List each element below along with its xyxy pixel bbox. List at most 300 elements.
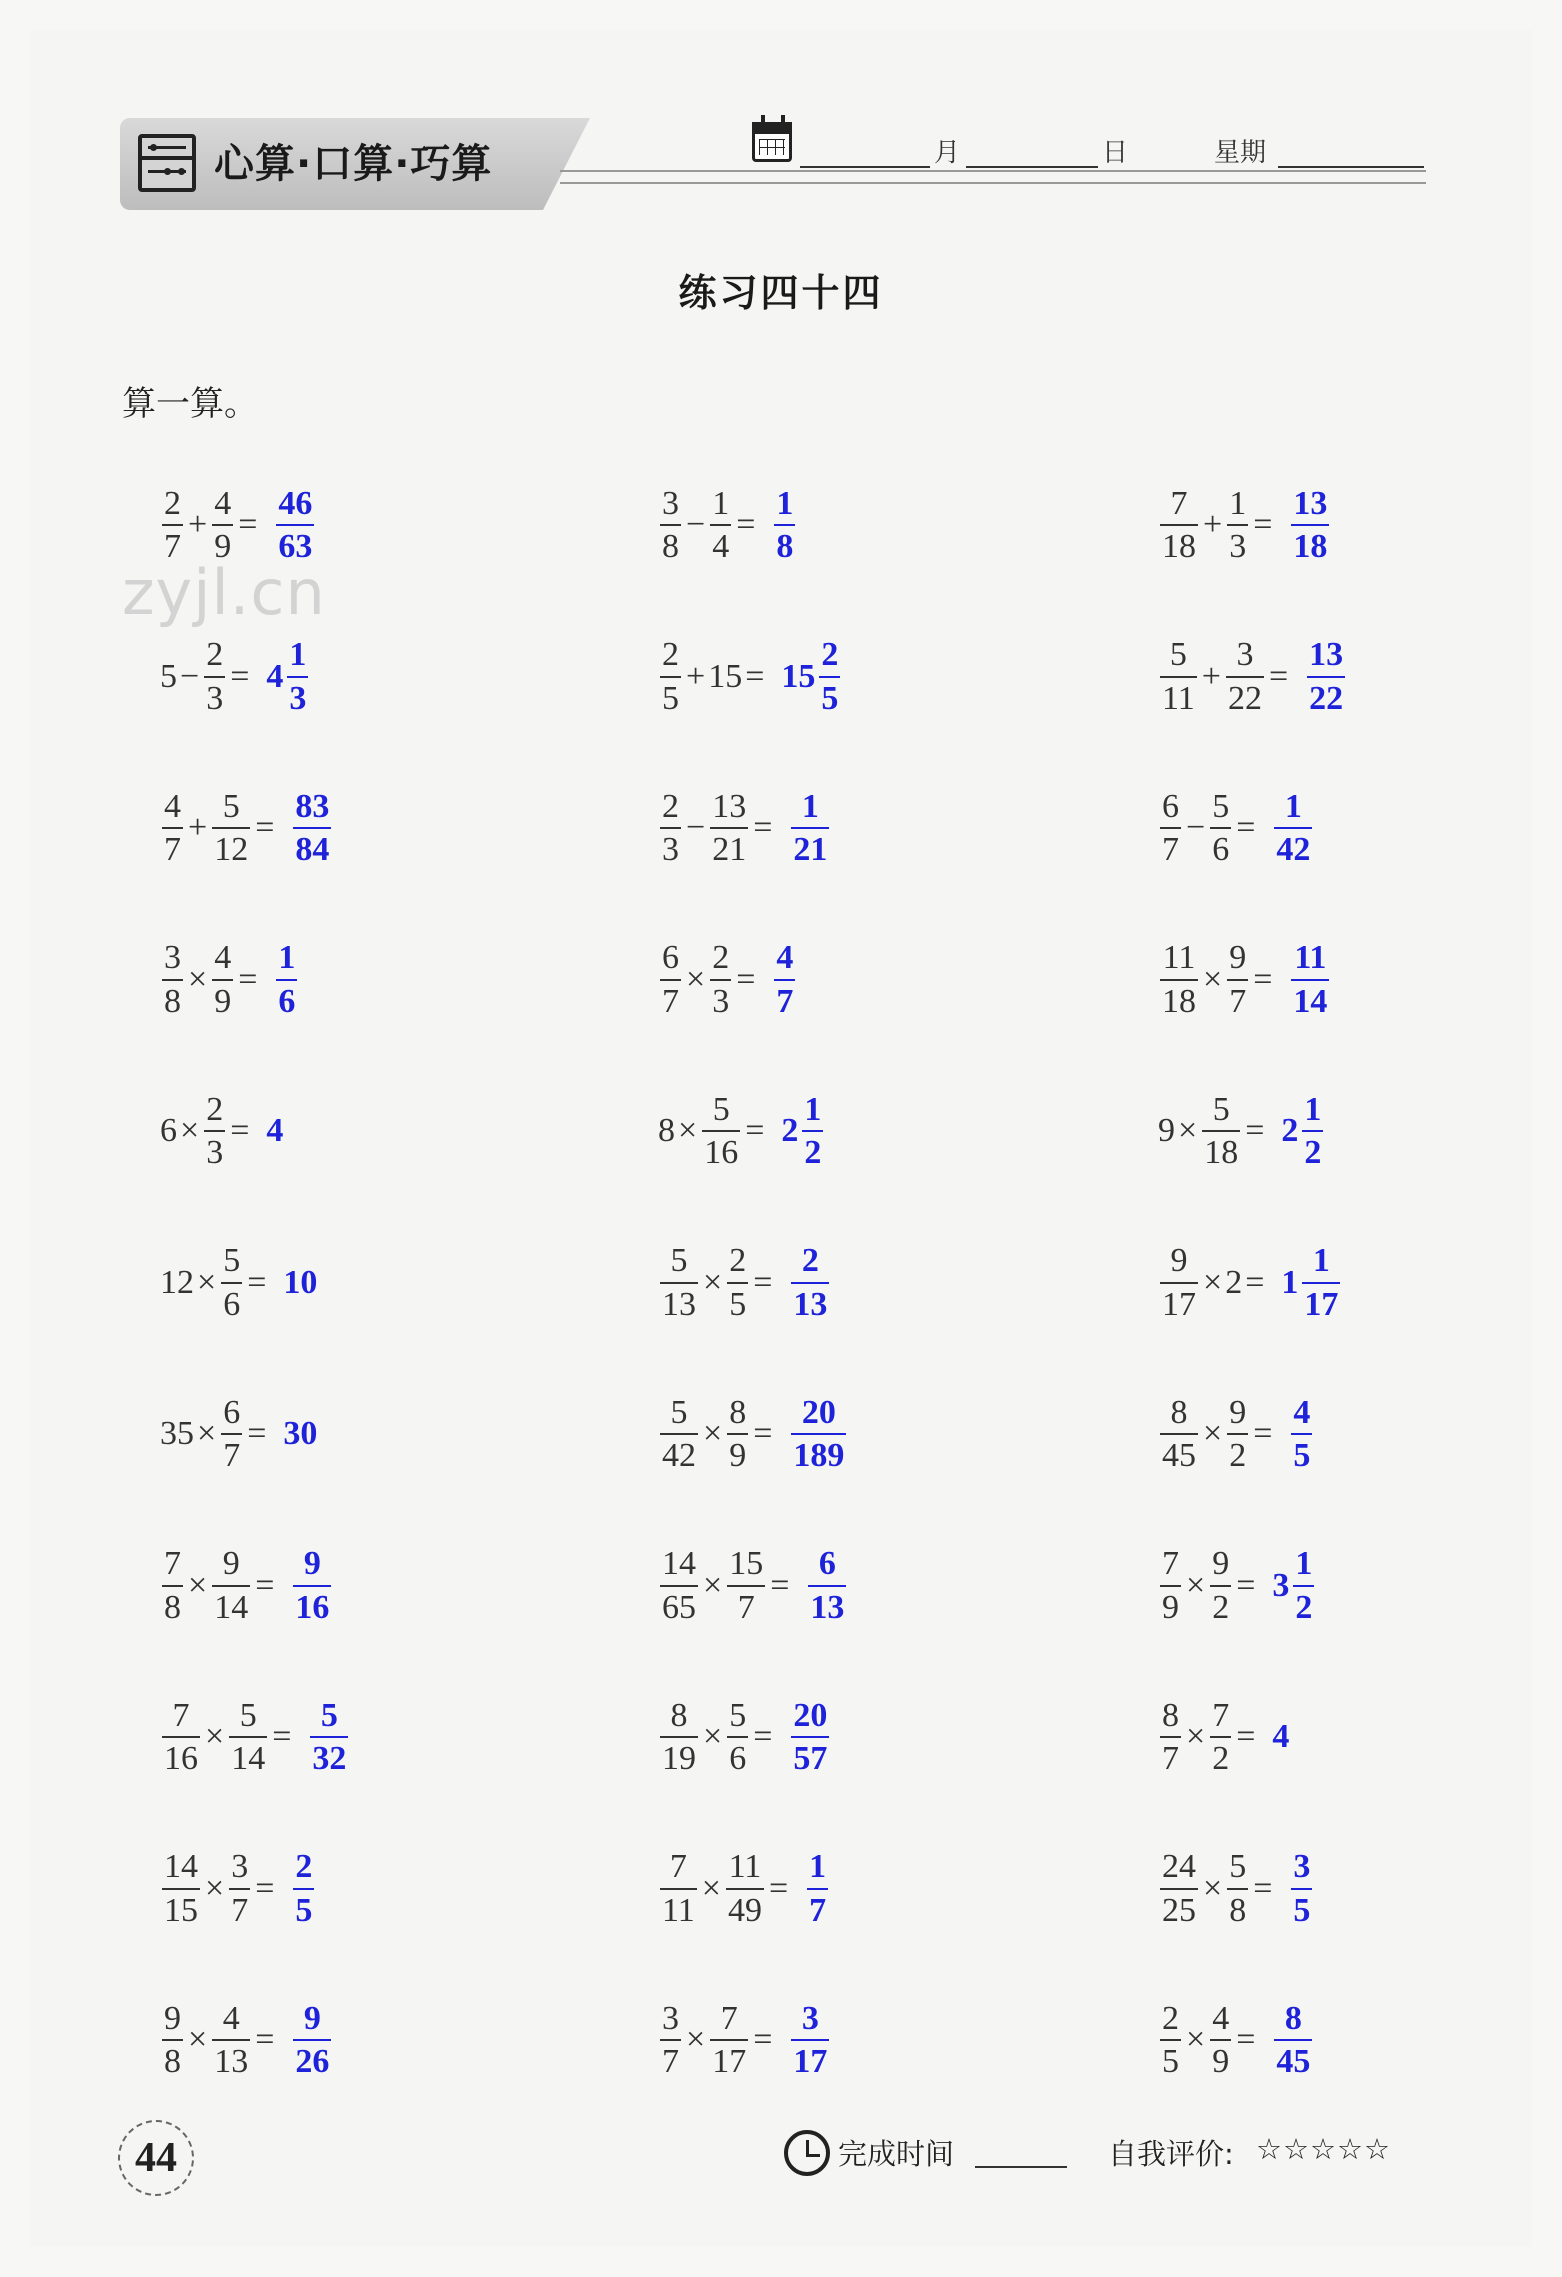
operator: ×	[686, 2021, 706, 2058]
fraction-bar	[660, 1736, 698, 1738]
header-rule	[560, 170, 1426, 184]
denominator: 2	[1295, 1588, 1313, 1626]
operand-fraction	[1202, 1091, 1240, 1172]
problem-item	[160, 925, 299, 1035]
fraction-bar	[1291, 979, 1329, 981]
fraction-bar	[791, 1433, 846, 1435]
numerator: 4	[1293, 1393, 1311, 1431]
denominator: 42	[1276, 831, 1311, 868]
operator: +	[188, 809, 208, 846]
answer	[772, 939, 797, 1020]
operator: ×	[1203, 1869, 1223, 1907]
answer-fraction	[1291, 1394, 1312, 1475]
numerator: 2	[801, 1242, 819, 1280]
answer-fraction	[1291, 939, 1329, 1020]
equals-sign: =	[238, 960, 258, 998]
operand-fraction	[710, 788, 748, 869]
equals-sign: =	[1268, 657, 1289, 695]
denominator: 5	[1293, 1891, 1311, 1929]
answer	[291, 2000, 333, 2081]
equals-sign: =	[1236, 2021, 1256, 2058]
watermark: zyjl.cn	[122, 556, 326, 629]
equals-sign: =	[768, 1869, 789, 1907]
fraction-bar	[660, 979, 681, 981]
fraction-bar	[727, 1433, 748, 1435]
answer-fraction	[1307, 636, 1345, 717]
fraction-bar	[293, 2039, 331, 2041]
denominator: 17	[793, 2043, 828, 2080]
answer	[789, 1697, 831, 1778]
answer-fraction	[1293, 1545, 1314, 1626]
numerator: 3	[662, 484, 679, 522]
operator: ×	[205, 1718, 225, 1755]
problem-item	[658, 925, 797, 1035]
answer-fraction	[791, 1394, 846, 1475]
denominator: 6	[278, 982, 296, 1020]
numerator: 4	[1212, 1999, 1230, 2037]
denominator: 9	[729, 1437, 747, 1474]
numerator: 14	[662, 1545, 696, 1583]
denominator: 8	[164, 1588, 181, 1626]
answer	[789, 1242, 831, 1323]
fraction-bar	[791, 1736, 829, 1738]
numerator: 7	[720, 1999, 738, 2037]
equals-sign: =	[753, 2021, 773, 2058]
fraction-bar	[791, 1282, 829, 1284]
operator: ×	[1186, 1718, 1206, 1755]
operator: +	[686, 657, 706, 695]
fraction-bar	[212, 2039, 250, 2041]
numerator: 1	[804, 1090, 822, 1128]
operand-fraction	[660, 485, 681, 566]
answer	[772, 485, 797, 566]
denominator: 6	[729, 1740, 747, 1777]
page-number: 44	[118, 2120, 194, 2196]
denominator: 8	[164, 2043, 181, 2080]
operand-fraction	[1210, 1545, 1231, 1626]
answer-whole: 4	[1272, 1718, 1290, 1755]
answer-fraction	[287, 636, 308, 717]
numerator: 9	[1170, 1242, 1188, 1280]
operator: ×	[703, 1263, 723, 1301]
denominator: 2	[1304, 1134, 1322, 1171]
denominator: 22	[1309, 679, 1344, 717]
problem-item	[658, 1379, 848, 1489]
operand-fraction	[726, 1848, 764, 1929]
fraction-bar	[791, 2039, 829, 2041]
operator: ×	[1203, 1415, 1223, 1452]
fraction-bar	[229, 1888, 250, 1890]
operand-fraction	[1160, 1545, 1181, 1626]
numerator: 7	[1162, 1545, 1179, 1583]
operator: +	[188, 506, 208, 543]
denominator: 7	[662, 2043, 679, 2080]
denominator: 14	[231, 1740, 266, 1777]
numerator: 5	[729, 1696, 747, 1734]
numerator: 7	[164, 1545, 181, 1583]
equals-sign: =	[247, 1263, 267, 1301]
numerator: 2	[206, 1090, 224, 1128]
fraction-bar	[1302, 1130, 1323, 1132]
operand-number: 9	[1158, 1112, 1175, 1149]
problem-item	[658, 773, 831, 883]
answer-fraction	[807, 1848, 828, 1929]
series-title: 心算·口算·巧算	[214, 141, 493, 187]
answer	[291, 788, 333, 869]
operand-fraction	[727, 1242, 748, 1323]
equals-sign: =	[1253, 960, 1273, 998]
numerator: 1	[801, 787, 819, 825]
answer	[274, 485, 316, 566]
denominator: 2	[804, 1134, 822, 1171]
operand-fraction	[660, 1394, 698, 1475]
problem-item	[160, 1682, 350, 1792]
denominator: 4	[712, 528, 730, 565]
numerator: 1	[1229, 484, 1247, 522]
denominator: 3	[1229, 528, 1247, 565]
problem-item	[1158, 470, 1331, 580]
operand-fraction	[1160, 2000, 1181, 2081]
numerator: 7	[1170, 484, 1188, 522]
numerator: 9	[303, 1999, 321, 2037]
equals-sign: =	[745, 1112, 765, 1149]
operand-fraction	[702, 1091, 740, 1172]
fraction-bar	[660, 1433, 698, 1435]
fraction-bar	[1160, 1585, 1181, 1587]
operator: ×	[188, 960, 208, 998]
fraction-bar	[660, 1282, 698, 1284]
operator: −	[686, 506, 706, 543]
operand-fraction	[1160, 1394, 1198, 1475]
answer-fraction	[293, 788, 331, 869]
denominator: 32	[312, 1740, 347, 1777]
denominator: 13	[793, 1285, 828, 1323]
fraction-bar	[293, 1888, 314, 1890]
denominator: 18	[1162, 528, 1196, 565]
fraction-bar	[1160, 979, 1198, 981]
denominator: 7	[223, 1437, 241, 1474]
fraction-bar	[1160, 1282, 1198, 1284]
equals-sign: =	[736, 960, 756, 998]
equals-sign: =	[753, 1263, 773, 1301]
operator: ×	[678, 1112, 698, 1149]
fraction-bar	[774, 524, 795, 526]
denominator: 84	[295, 831, 330, 868]
numerator: 3	[801, 1999, 819, 2037]
numerator: 15	[729, 1545, 764, 1583]
answer	[1289, 485, 1331, 566]
fraction-bar	[702, 1130, 740, 1132]
operand-fraction	[660, 2000, 681, 2081]
operand-fraction	[1227, 1394, 1248, 1475]
numerator: 2	[821, 636, 839, 674]
operand-fraction	[710, 2000, 748, 2081]
fraction-bar	[807, 1888, 828, 1890]
problem-item	[1158, 622, 1347, 732]
numerator: 13	[712, 787, 747, 825]
numerator: 1	[776, 484, 794, 522]
operand-fraction	[1160, 636, 1197, 717]
denominator: 3	[206, 1134, 224, 1171]
denominator: 13	[214, 2043, 249, 2080]
denominator: 6	[1212, 831, 1230, 868]
fraction-bar	[1210, 1736, 1231, 1738]
denominator: 18	[1162, 982, 1196, 1020]
denominator: 8	[776, 528, 794, 565]
numerator: 1	[1304, 1090, 1322, 1128]
denominator: 26	[295, 2043, 330, 2080]
equals-sign: =	[1245, 1112, 1265, 1149]
operator: ×	[686, 960, 706, 998]
fraction-bar	[221, 1433, 242, 1435]
answer	[266, 1112, 285, 1150]
numerator: 3	[1293, 1848, 1311, 1886]
denominator: 5	[295, 1891, 313, 1929]
denominator: 16	[704, 1134, 739, 1171]
fraction-bar	[1227, 524, 1248, 526]
problem-item	[160, 1834, 316, 1944]
denominator: 13	[662, 1285, 696, 1323]
operand-fraction	[710, 939, 731, 1020]
operand-fraction	[162, 1697, 200, 1778]
answer	[1272, 2000, 1314, 2081]
answer	[291, 1545, 333, 1626]
operand-fraction	[212, 939, 233, 1020]
denominator: 7	[809, 1891, 827, 1929]
fraction-bar	[1291, 1433, 1312, 1435]
denominator: 14	[214, 1588, 249, 1626]
operand-number: 15	[708, 657, 743, 695]
fraction-bar	[1160, 524, 1198, 526]
operand-fraction	[1210, 1697, 1231, 1778]
denominator: 9	[214, 982, 232, 1020]
fraction-bar	[1160, 676, 1197, 678]
denominator: 6	[223, 1285, 241, 1323]
problem-item	[658, 1228, 831, 1338]
operand-fraction	[212, 485, 233, 566]
numerator: 1	[289, 636, 307, 674]
month-blank[interactable]	[800, 132, 930, 168]
denominator: 8	[1229, 1891, 1247, 1929]
problem-item	[160, 1985, 333, 2095]
operand-fraction	[660, 1242, 698, 1323]
denominator: 3	[206, 679, 224, 717]
answer-fraction	[1302, 1242, 1340, 1323]
fraction-bar	[1227, 979, 1248, 981]
problem-item	[658, 1076, 825, 1186]
operand-fraction	[221, 1242, 242, 1323]
answer-fraction	[774, 485, 795, 566]
numerator: 2	[1162, 1999, 1179, 2037]
denominator: 17	[1162, 1285, 1196, 1323]
fraction-bar	[162, 1585, 183, 1587]
fraction-bar	[204, 1130, 225, 1132]
day-label: 日	[1102, 138, 1129, 168]
numerator: 20	[801, 1393, 836, 1431]
denominator: 7	[776, 982, 794, 1020]
problem-item	[1158, 1076, 1325, 1186]
numerator: 1	[1284, 787, 1302, 825]
denominator: 18	[1204, 1134, 1239, 1171]
numerator: 2	[206, 636, 224, 674]
fraction-bar	[1291, 524, 1329, 526]
problem-item	[160, 1076, 285, 1186]
answer	[283, 1264, 319, 1302]
numerator: 2	[712, 939, 730, 977]
problem-item	[160, 470, 316, 580]
numerator: 5	[712, 1090, 730, 1128]
numerator: 9	[1212, 1545, 1230, 1583]
denominator: 15	[164, 1891, 198, 1929]
numerator: 1	[712, 484, 730, 522]
answer-fraction	[293, 1848, 314, 1929]
equals-sign: =	[745, 657, 765, 695]
operand-fraction	[1226, 636, 1264, 717]
operand-fraction	[1227, 485, 1248, 566]
answer	[805, 1848, 830, 1929]
denominator: 5	[1293, 1437, 1311, 1474]
denominator: 14	[1293, 982, 1328, 1020]
problem-item	[160, 1531, 333, 1641]
equals-sign: =	[1253, 1415, 1273, 1452]
operand-fraction	[162, 1848, 200, 1929]
operand-fraction	[162, 2000, 183, 2081]
operator: ×	[205, 1869, 225, 1907]
numerator: 5	[1212, 1090, 1230, 1128]
denominator: 18	[1293, 528, 1328, 565]
fraction-bar	[1227, 1433, 1248, 1435]
numerator: 9	[1229, 1393, 1247, 1431]
denominator: 189	[793, 1437, 845, 1474]
numerator: 5	[320, 1696, 338, 1734]
problem-item	[658, 1682, 831, 1792]
denominator: 22	[1227, 679, 1262, 717]
answer	[781, 636, 842, 717]
denominator: 7	[231, 1891, 249, 1929]
numerator: 7	[172, 1696, 190, 1734]
numerator: 2	[662, 636, 679, 674]
numerator: 2	[662, 787, 679, 825]
numerator: 4	[776, 939, 794, 977]
numerator: 46	[278, 484, 313, 522]
answer	[283, 1415, 319, 1453]
fraction-bar	[660, 524, 681, 526]
answer-fraction	[276, 485, 314, 566]
equals-sign: =	[230, 657, 250, 695]
equals-sign: =	[1245, 1263, 1265, 1301]
answer-whole: 10	[283, 1263, 318, 1301]
operator: ×	[1186, 1566, 1206, 1604]
fraction-bar	[310, 1736, 348, 1738]
answer-fraction	[1274, 788, 1312, 869]
answer-fraction	[791, 1697, 829, 1778]
equals-sign: =	[770, 1566, 790, 1604]
equals-sign: =	[753, 1718, 773, 1755]
answer	[806, 1545, 848, 1626]
clock-icon	[784, 2130, 830, 2176]
answer-fraction	[1291, 1848, 1312, 1929]
answer-fraction	[791, 2000, 829, 2081]
answer-whole: 4	[266, 657, 284, 695]
denominator: 42	[662, 1437, 696, 1474]
equals-sign: =	[255, 1869, 275, 1907]
operand-fraction	[660, 1697, 698, 1778]
numerator: 1	[809, 1848, 827, 1886]
denominator: 9	[1162, 1588, 1179, 1626]
day-blank[interactable]	[966, 132, 1098, 168]
denominator: 16	[164, 1740, 198, 1777]
fraction-bar	[212, 827, 250, 829]
equals-sign: =	[1236, 809, 1256, 846]
numerator: 6	[662, 939, 679, 977]
fraction-bar	[212, 1585, 250, 1587]
operand-fraction	[204, 1091, 225, 1172]
operand-fraction	[1160, 939, 1198, 1020]
calendar-icon	[752, 122, 792, 162]
answer	[789, 2000, 831, 2081]
operand-fraction	[204, 636, 225, 717]
equals-sign: =	[255, 809, 275, 846]
completion-time-label: 完成时间	[838, 2137, 955, 2171]
answer-fraction	[819, 636, 840, 717]
fraction-bar	[802, 1130, 823, 1132]
numerator: 5	[670, 1242, 688, 1280]
fraction-bar	[221, 1282, 242, 1284]
weekday-blank[interactable]	[1278, 132, 1424, 168]
answer	[308, 1697, 350, 1778]
answer	[1272, 1718, 1291, 1756]
answer-fraction	[310, 1697, 348, 1778]
denominator: 7	[737, 1588, 755, 1626]
numerator: 3	[231, 1848, 249, 1886]
answer	[1289, 1848, 1314, 1929]
fraction-bar	[162, 979, 183, 981]
answer	[266, 636, 310, 717]
operator: ×	[188, 2021, 208, 2058]
equals-sign: =	[230, 1112, 250, 1149]
answer-fraction	[1274, 2000, 1312, 2081]
operand-fraction	[229, 1848, 250, 1929]
answer	[789, 788, 831, 869]
completion-time-blank[interactable]	[975, 2166, 1067, 2168]
denominator: 5	[662, 679, 679, 717]
denominator: 13	[810, 1588, 845, 1626]
fraction-bar	[1227, 1888, 1248, 1890]
operand-fraction	[710, 485, 731, 566]
numerator: 5	[239, 1696, 257, 1734]
operand-fraction	[660, 788, 681, 869]
denominator: 11	[662, 1891, 695, 1929]
numerator: 8	[1170, 1393, 1188, 1431]
numerator: 9	[1229, 939, 1247, 977]
fraction-bar	[1291, 1888, 1312, 1890]
operator: −	[180, 657, 200, 695]
fraction-bar	[660, 676, 681, 678]
rating-stars[interactable]: ☆☆☆☆☆	[1256, 2132, 1391, 2166]
operator: ×	[1203, 1263, 1223, 1301]
fraction-bar	[162, 524, 183, 526]
self-eval-label: 自我评价:	[1108, 2137, 1234, 2171]
fraction-bar	[287, 676, 308, 678]
fraction-bar	[1160, 1433, 1198, 1435]
numerator: 6	[818, 1545, 836, 1583]
denominator: 2	[1229, 1437, 1247, 1474]
numerator: 83	[295, 787, 330, 825]
fraction-bar	[727, 1282, 748, 1284]
fraction-bar	[204, 676, 225, 678]
operand-number: 2	[1225, 1263, 1243, 1301]
numerator: 9	[303, 1545, 321, 1583]
